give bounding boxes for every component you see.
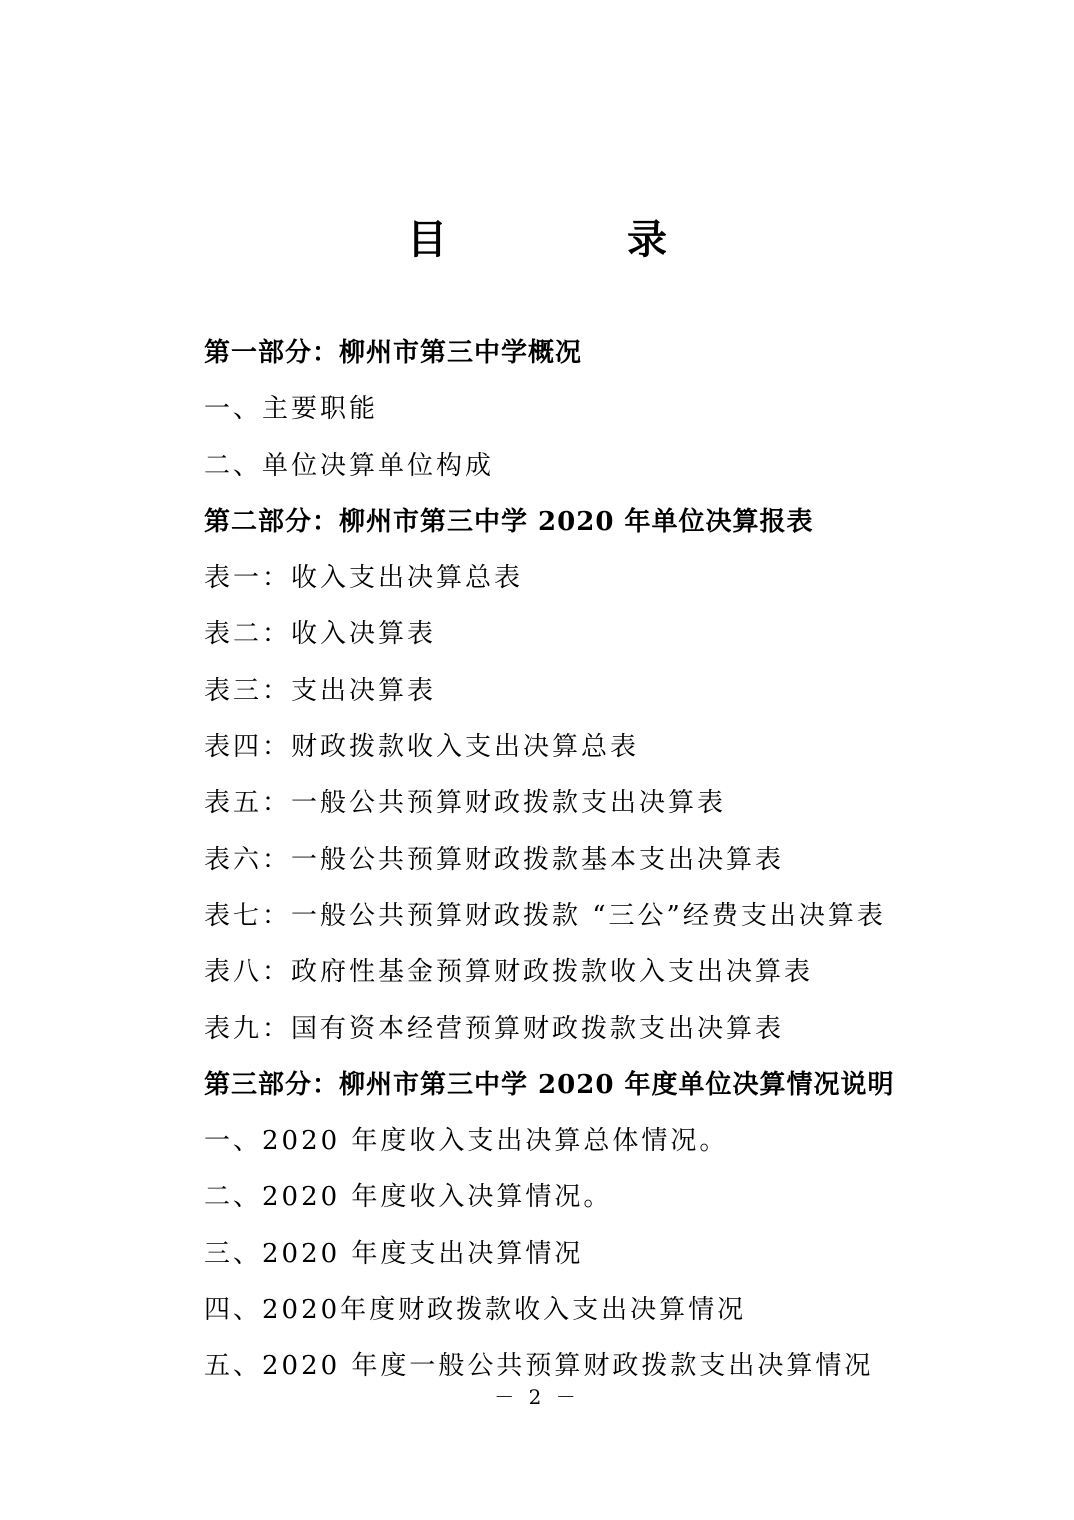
toc-item: 表二：收入决算表 (204, 619, 437, 650)
toc-item: 表八：政府性基金预算财政拨款收入支出决算表 (204, 957, 814, 988)
toc-item: 一、2020 年度收入支出决算总体情况。 (204, 1126, 729, 1157)
toc-part-1: 第一部分：柳州市第三中学概况 (204, 338, 583, 368)
toc-item: 表九：国有资本经营预算财政拨款支出决算表 (204, 1013, 785, 1044)
toc-item: 表五：一般公共预算财政拨款支出决算表 (204, 788, 727, 819)
toc-item: 一、主要职能 (204, 394, 379, 425)
toc-item: 表七：一般公共预算财政拨款 “三公”经费支出决算表 (204, 900, 886, 931)
toc-part-2: 第二部分：柳州市第三中学 2020 年单位决算报表 (204, 506, 814, 537)
toc-item: 五、2020 年度一般公共预算财政拨款支出决算情况 (204, 1351, 874, 1382)
toc-item: 表一：收入支出决算总表 (204, 563, 524, 594)
toc-item: 二、2020 年度收入决算情况。 (204, 1182, 613, 1213)
page-number: － 2 － (494, 1385, 580, 1409)
toc-item: 四、2020年度财政拨款收入支出决算情况 (204, 1295, 747, 1326)
toc-item: 表四：财政拨款收入支出决算总表 (204, 732, 640, 763)
table-of-contents (204, 333, 1004, 1403)
toc-item: 表六：一般公共预算财政拨款基本支出决算表 (204, 844, 785, 875)
page-title: 目 录 (407, 216, 737, 263)
toc-item: 表三：支出决算表 (204, 675, 437, 706)
toc-item: 三、2020 年度支出决算情况 (204, 1238, 584, 1269)
toc-part-3: 第三部分：柳州市第三中学 2020 年度单位决算情况说明 (204, 1069, 895, 1100)
toc-item: 二、单位决算单位构成 (204, 450, 495, 481)
